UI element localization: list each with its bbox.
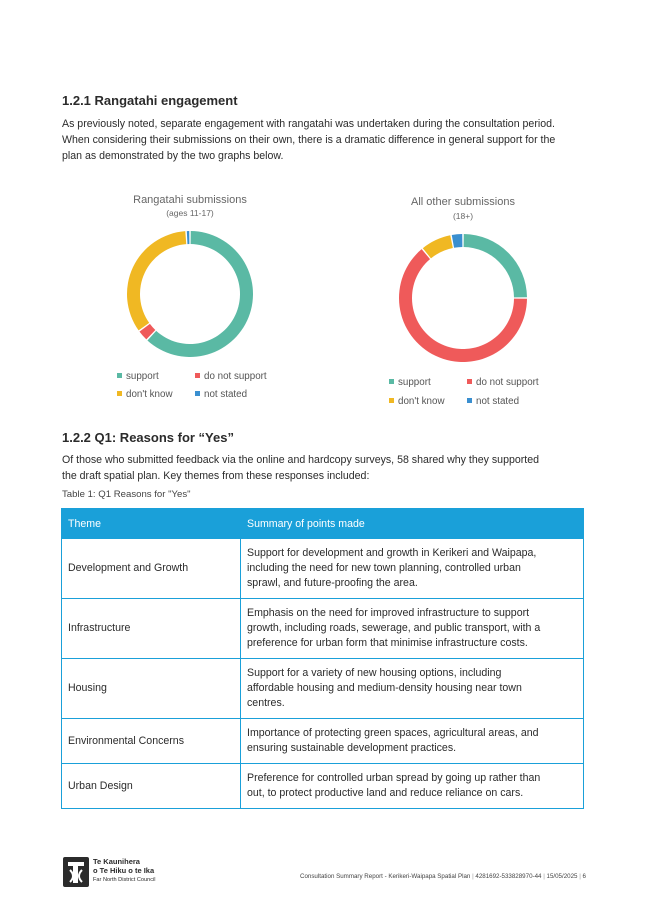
para-line: As previously noted, separate engagement with rangatahi was undertaken during the consultation period. (62, 118, 555, 130)
legend-do-not-support (467, 377, 539, 388)
summary-line: Preference for controlled urban spread by going up rather than (247, 772, 541, 784)
summary-line: growth, including roads, sewerage, and public transport, with a (247, 622, 541, 634)
legend-label: support (126, 371, 159, 382)
legend-swatch (195, 391, 200, 396)
summary-cell (241, 764, 584, 809)
summary-line: sprawl, and future-proofing the area. (247, 577, 418, 589)
summary-line: Importance of protecting green spaces, agricultural areas, and (247, 727, 539, 739)
rangatahi-donut-chart (125, 229, 255, 359)
legend-swatch (467, 379, 472, 384)
theme-cell: Housing (62, 659, 241, 719)
table-row (62, 599, 584, 659)
theme-cell: Development and Growth (62, 539, 241, 599)
section-heading-reasons-yes: 1.2.2 Q1: Reasons for “Yes” (62, 430, 234, 445)
section-heading-rangatahi: 1.2.1 Rangatahi engagement (62, 93, 238, 108)
intro-paragraph (62, 116, 587, 164)
chart1-subtitle: (ages 11-17) (166, 208, 214, 218)
donut-slice-don-t-know (127, 231, 186, 330)
footer-doc-id: 4281692-533828970-44 (475, 873, 542, 880)
council-logo (62, 856, 162, 888)
chart2-subtitle: (18+) (452, 211, 474, 221)
column-header-theme: Theme (62, 509, 241, 539)
theme-cell: Environmental Concerns (62, 719, 241, 764)
legend-label: not stated (476, 396, 520, 407)
donut-slice-not-stated (187, 231, 190, 244)
summary-line: Support for a variety of new housing options, including (247, 667, 502, 679)
legend-label: don't know (126, 389, 173, 400)
para-line: the draft spatial plan. Key themes from these responses included: (62, 470, 370, 482)
summary-cell (241, 719, 584, 764)
summary-line: Emphasis on the need for improved infrastructure to support (247, 607, 530, 619)
legend-swatch (117, 373, 122, 378)
legend-swatch (117, 391, 122, 396)
logo-line: o Te Hiku o te Ika (93, 866, 155, 875)
legend-support (117, 371, 159, 382)
legend-swatch (389, 379, 394, 384)
para-line: When considering their submissions on their own, there is a dramatic difference in general support for the (62, 134, 556, 146)
summary-line: Support for development and growth in Kerikeri and Waipapa, (247, 547, 537, 559)
legend-swatch (195, 373, 200, 378)
summary-line: centres. (247, 697, 285, 709)
chart1-title: Rangatahi submissions (133, 194, 247, 206)
chart2-title: All other submissions (411, 196, 515, 208)
legend-support (389, 377, 431, 388)
logo-line: Far North District Council (93, 877, 156, 883)
legend-not-stated (467, 396, 519, 407)
legend-dont-know (117, 389, 173, 400)
reasons-paragraph (62, 452, 587, 484)
table-header-row (62, 509, 584, 539)
legend-swatch (389, 398, 394, 403)
summary-line: out, to protect productive land and reduce reliance on cars. (247, 787, 524, 799)
legend-label: not stated (204, 389, 248, 400)
reasons-table (61, 508, 584, 809)
summary-line: preference for urban form that minimise infrastructure costs. (247, 637, 528, 649)
other-submissions-donut-chart (397, 232, 529, 364)
council-emblem-icon (62, 856, 90, 888)
legend-not-stated (195, 389, 247, 400)
donut-slice-not-stated (452, 234, 463, 248)
legend-label: don't know (398, 396, 445, 407)
column-header-summary: Summary of points made (241, 509, 584, 539)
table-row (62, 719, 584, 764)
para-line: Of those who submitted feedback via the online and hardcopy surveys, 58 shared why they supported (62, 454, 540, 466)
footer-date: 15/05/2025 (546, 873, 578, 880)
donut-slice-don-t-know (423, 235, 453, 258)
summary-cell (241, 659, 584, 719)
legend-swatch (467, 398, 472, 403)
donut-slice-support (464, 234, 527, 297)
summary-line: affordable housing and medium-density housing near town (247, 682, 522, 694)
logo-line: Te Kaunihera (93, 857, 140, 866)
footer-report-title: Consultation Summary Report - Kerikeri-Waipapa Spatial Plan (299, 873, 471, 880)
legend-label: do not support (476, 377, 539, 388)
table-row (62, 764, 584, 809)
summary-line: ensuring sustainable development practices. (247, 742, 457, 754)
legend-dont-know (389, 396, 445, 407)
theme-cell: Infrastructure (62, 599, 241, 659)
table-caption: Table 1: Q1 Reasons for "Yes" (62, 489, 191, 500)
table-row (62, 659, 584, 719)
summary-line: including the need for new town planning, controlled urban (247, 562, 521, 574)
theme-cell: Urban Design (62, 764, 241, 809)
legend-label: support (398, 377, 431, 388)
page-number: 6 (582, 873, 586, 880)
summary-cell (241, 599, 584, 659)
footer-reference: Consultation Summary Report - Kerikeri-Waipapa Spatial Plan | 4281692-533828970-44 | 15/05/2025 | 6 (299, 873, 586, 880)
para-line: plan as demonstrated by the two graphs below. (62, 150, 284, 162)
legend-label: do not support (204, 371, 267, 382)
summary-cell (241, 539, 584, 599)
table-row (62, 539, 584, 599)
legend-do-not-support (195, 371, 267, 382)
